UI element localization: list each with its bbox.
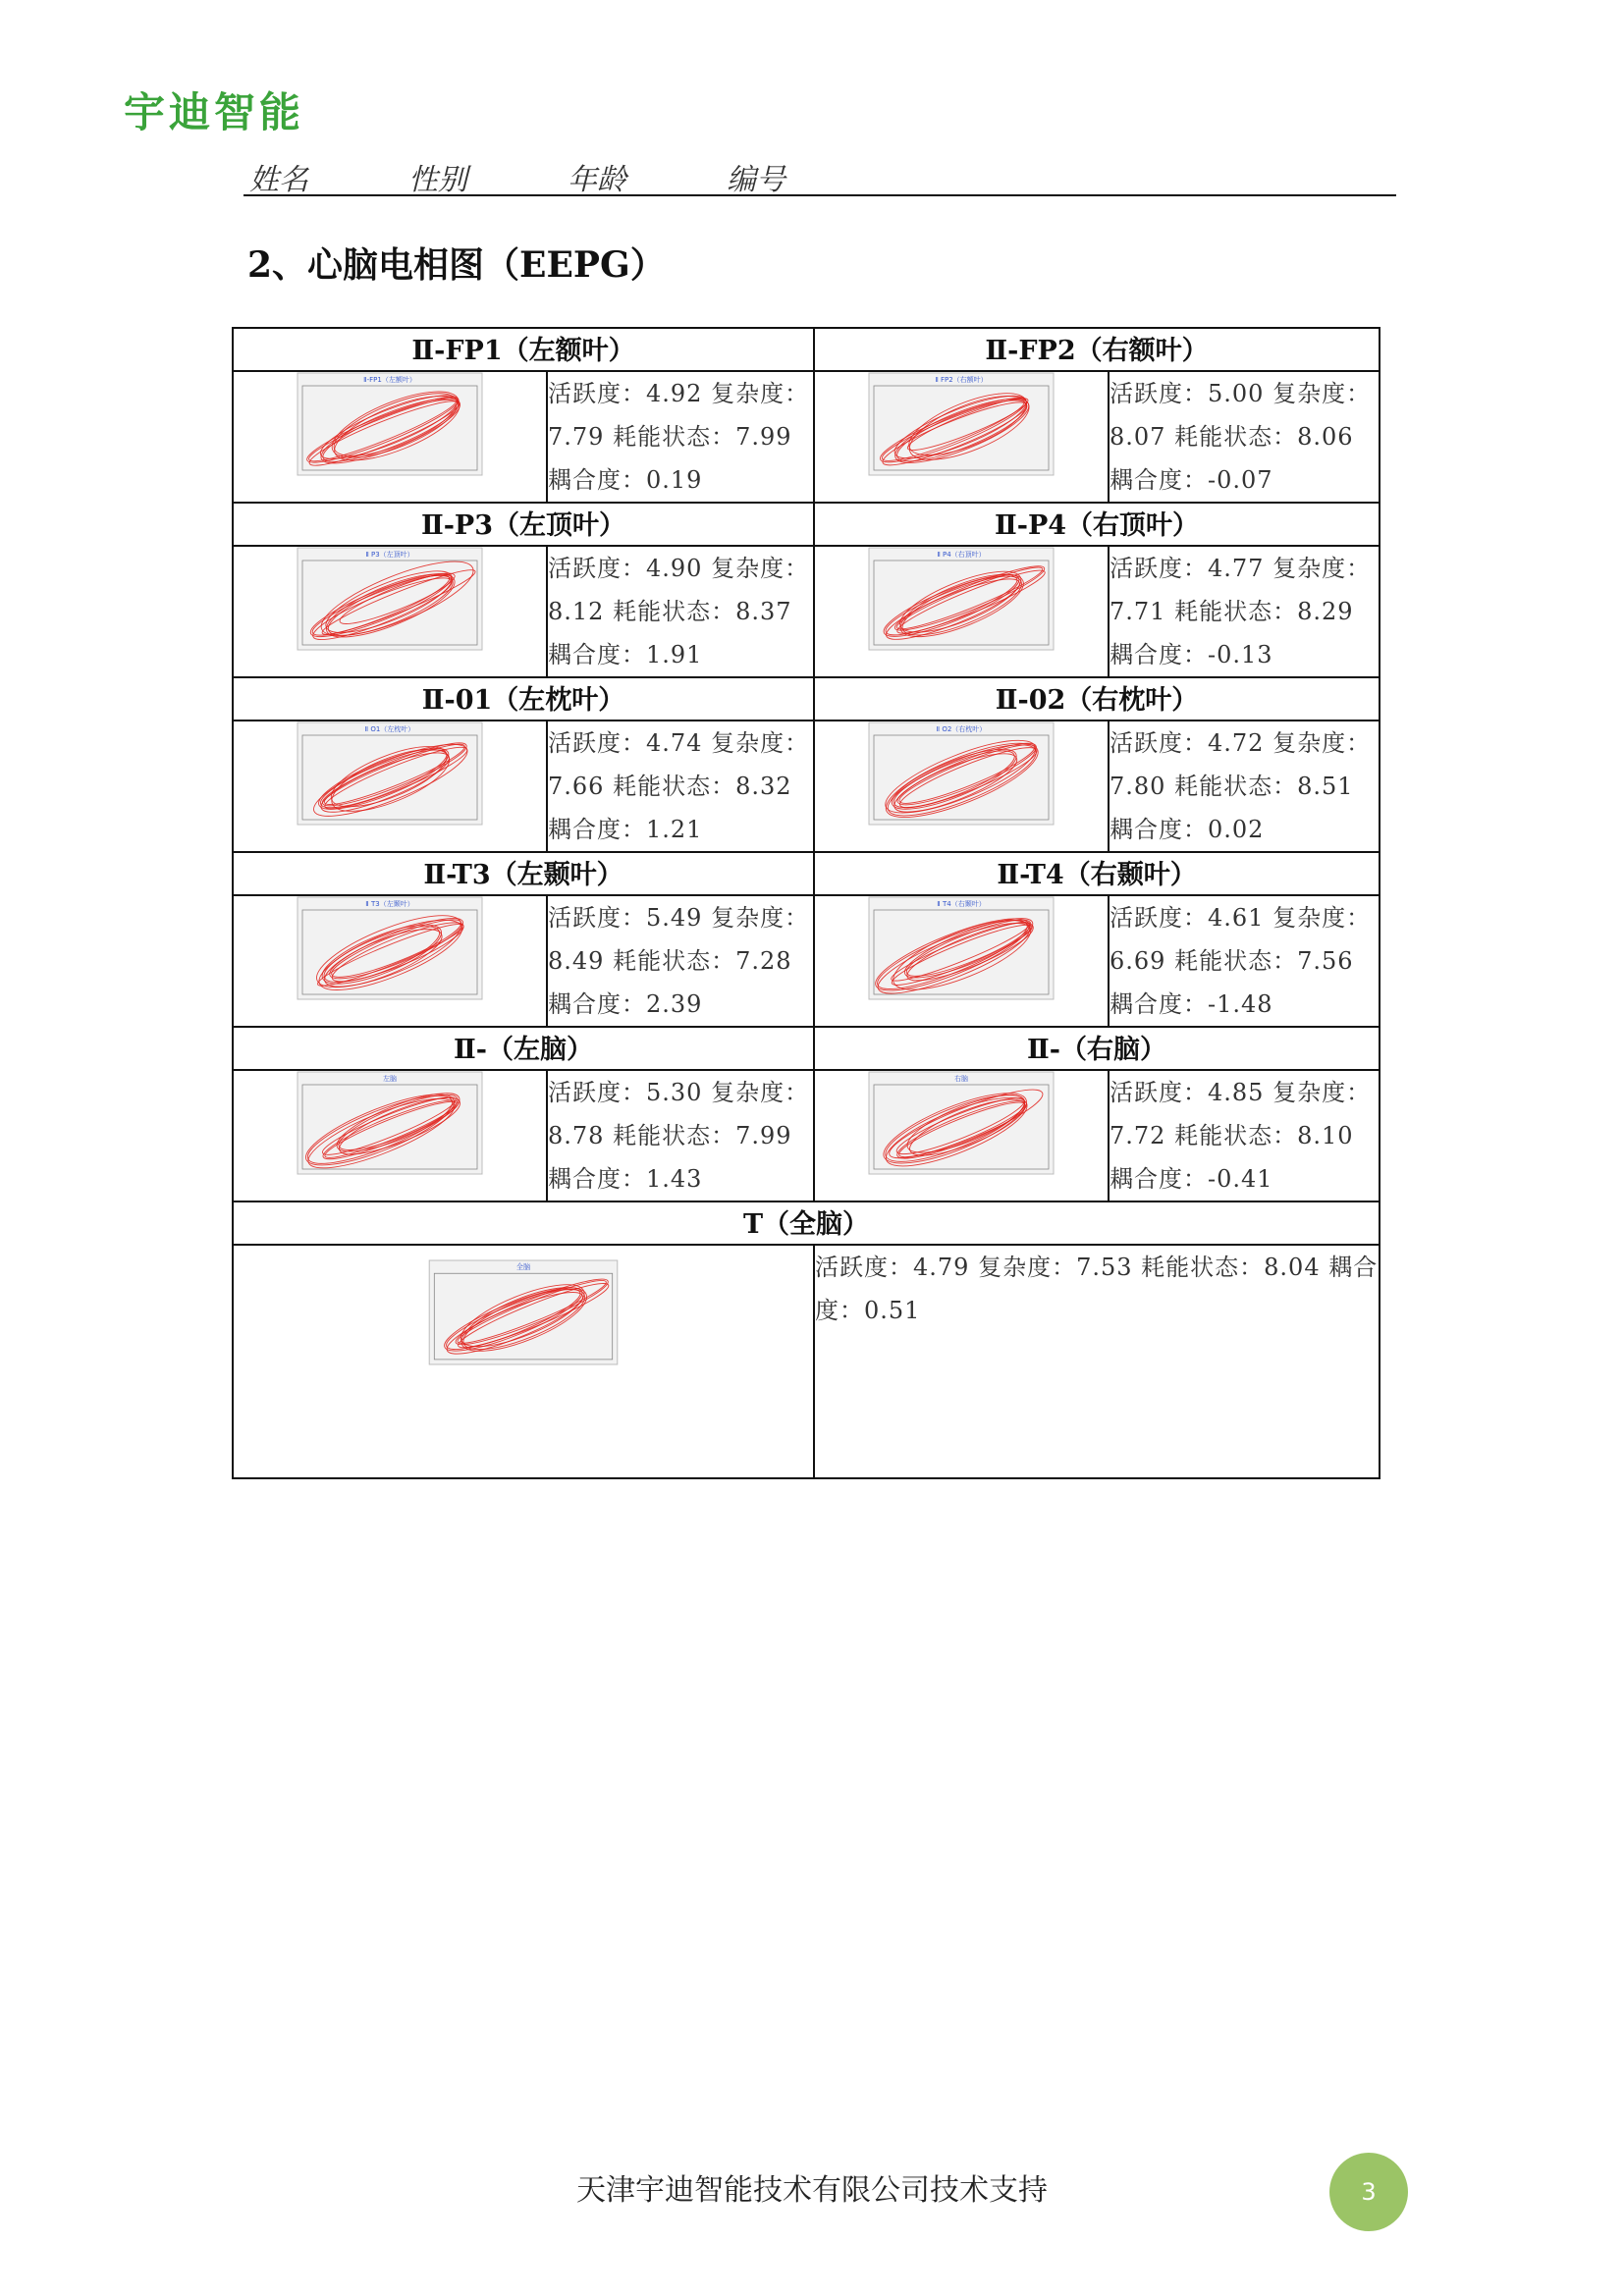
company-logo: 宇迪智能 <box>124 88 305 136</box>
eepg-phase-plot <box>868 721 1055 826</box>
channel-header: Ⅱ-（右脑） <box>814 1027 1380 1070</box>
channel-stats: 活跃度：4.72 复杂度：7.80 耗能状态：8.51 耦合度：0.02 <box>1109 721 1380 852</box>
plot-background <box>869 548 1054 650</box>
table-row <box>233 1070 1380 1201</box>
section-title: 2、心脑电相图（EEPG） <box>247 244 666 286</box>
eepg-phase-plot <box>868 547 1055 651</box>
channel-stats: 活跃度：4.92 复杂度：7.79 耗能状态：7.99 耦合度：0.19 <box>547 371 814 503</box>
channel-stats: 活跃度：4.61 复杂度：6.69 耗能状态：7.56 耦合度：-1.48 <box>1109 895 1380 1027</box>
plot-label: Ⅱ O1（左枕叶） <box>364 725 415 733</box>
plot-label: Ⅱ-FP1（左额叶） <box>363 376 416 384</box>
eepg-phase-plot <box>428 1259 619 1365</box>
channel-stats: 活跃度：5.49 复杂度：8.49 耗能状态：7.28 耦合度：2.39 <box>547 895 814 1027</box>
plot-background <box>298 897 482 999</box>
channel-header: Ⅱ-02（右枕叶） <box>814 677 1380 721</box>
plot-cell <box>814 721 1109 852</box>
plot-label: Ⅱ T4（右颞叶） <box>937 900 986 908</box>
eepg-phase-plot <box>297 1071 483 1175</box>
table-header-row <box>233 852 1380 895</box>
age-field-label: 年龄 <box>568 163 626 197</box>
eepg-phase-plot <box>868 372 1055 476</box>
eepg-phase-plot <box>868 896 1055 1000</box>
eepg-phase-plot <box>297 896 483 1000</box>
eepg-phase-plot <box>297 721 483 826</box>
channel-header: Ⅱ-P4（右顶叶） <box>814 503 1380 546</box>
channel-stats: 活跃度：5.00 复杂度：8.07 耗能状态：8.06 耦合度：-0.07 <box>1109 371 1380 503</box>
plot-cell <box>233 1070 547 1201</box>
table-header-row <box>233 1027 1380 1070</box>
channel-header: Ⅱ-T4（右颞叶） <box>814 852 1380 895</box>
plot-cell <box>233 546 547 677</box>
channel-stats: 活跃度：4.90 复杂度：8.12 耗能状态：8.37 耦合度：1.91 <box>547 546 814 677</box>
channel-stats: 活跃度：4.85 复杂度：7.72 耗能状态：8.10 耦合度：-0.41 <box>1109 1070 1380 1201</box>
channel-header: Ⅱ-01（左枕叶） <box>233 677 814 721</box>
table-header-row <box>233 328 1380 371</box>
plot-label: 全脑 <box>515 1262 531 1272</box>
plot-label: 左脑 <box>383 1075 397 1083</box>
patient-info-header <box>244 155 1396 196</box>
plot-background <box>429 1260 618 1364</box>
id-field-label: 编号 <box>727 163 785 197</box>
plot-background <box>298 722 482 825</box>
plot-label: Ⅱ P4（右顶叶） <box>937 551 986 559</box>
name-field-label: 姓名 <box>249 163 308 197</box>
plot-cell <box>814 895 1109 1027</box>
plot-cell <box>233 371 547 503</box>
plot-cell <box>233 721 547 852</box>
page-number-badge: 3 <box>1329 2153 1408 2231</box>
channel-header: Ⅱ-P3（左顶叶） <box>233 503 814 546</box>
total-header: T（全脑） <box>233 1201 1380 1245</box>
table-header-row <box>233 503 1380 546</box>
gender-field-label: 性别 <box>408 163 467 197</box>
plot-cell <box>233 895 547 1027</box>
eepg-phase-plot <box>297 547 483 651</box>
plot-background <box>869 1072 1054 1174</box>
total-stats: 活跃度：4.79 复杂度：7.53 耗能状态：8.04 耦合度：0.51 <box>814 1245 1380 1478</box>
footer-text: 天津宇迪智能技术有限公司技术支持 <box>576 2173 1048 2208</box>
plot-label: 右脑 <box>954 1075 969 1083</box>
channel-stats: 活跃度：5.30 复杂度：8.78 耗能状态：7.99 耦合度：1.43 <box>547 1070 814 1201</box>
plot-cell <box>814 546 1109 677</box>
table-row <box>233 546 1380 677</box>
table-row <box>233 1245 1380 1478</box>
table-row <box>233 721 1380 852</box>
eepg-phase-plot <box>297 372 483 476</box>
table-header-row <box>233 1201 1380 1245</box>
channel-header: Ⅱ-T3（左颞叶） <box>233 852 814 895</box>
table-row <box>233 895 1380 1027</box>
eepg-phase-plot <box>868 1071 1055 1175</box>
table-row <box>233 371 1380 503</box>
eepg-table <box>232 327 1380 1479</box>
plot-label: Ⅱ O2（右枕叶） <box>936 725 987 733</box>
plot-cell <box>814 1070 1109 1201</box>
plot-label: Ⅱ T3（左颞叶） <box>365 900 414 908</box>
plot-cell <box>814 371 1109 503</box>
plot-background <box>869 722 1054 825</box>
plot-label: Ⅱ FP2（右额叶） <box>935 376 988 384</box>
plot-background <box>869 897 1054 999</box>
table-header-row <box>233 677 1380 721</box>
channel-header: Ⅱ-FP1（左额叶） <box>233 328 814 371</box>
channel-stats: 活跃度：4.77 复杂度：7.71 耗能状态：8.29 耦合度：-0.13 <box>1109 546 1380 677</box>
total-plot-cell <box>233 1245 814 1478</box>
channel-header: Ⅱ-（左脑） <box>233 1027 814 1070</box>
channel-stats: 活跃度：4.74 复杂度：7.66 耗能状态：8.32 耦合度：1.21 <box>547 721 814 852</box>
plot-label: Ⅱ P3（左顶叶） <box>365 551 414 559</box>
channel-header: Ⅱ-FP2（右额叶） <box>814 328 1380 371</box>
